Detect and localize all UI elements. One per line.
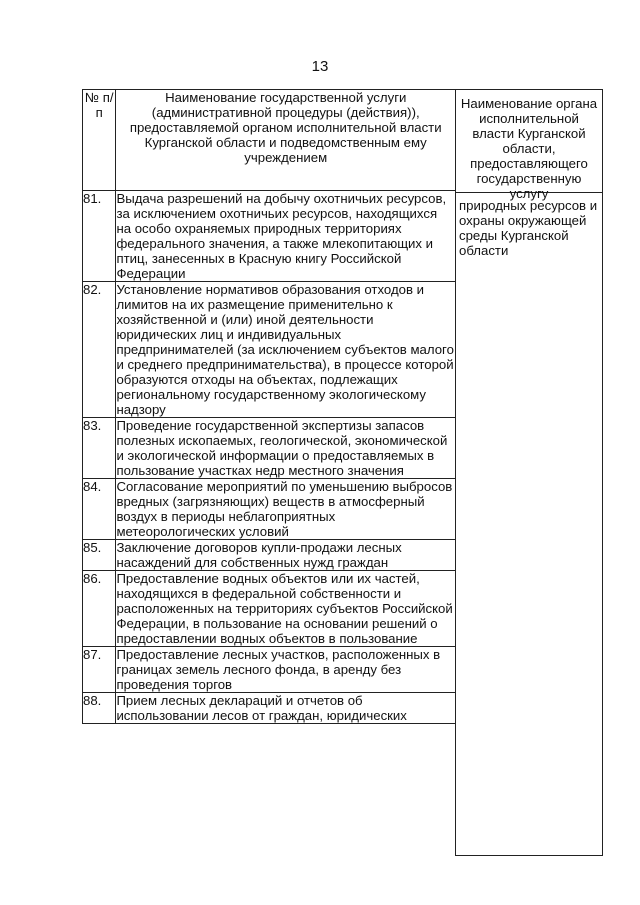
row-service-name: Заключение договоров купли-продажи лесных насаждений для собственных нужд граждан [116, 540, 456, 571]
agency-value: природных ресурсов и охраны окружающей среды Курганской области [459, 198, 598, 258]
row-number: 82. [83, 282, 116, 418]
row-number: 86. [83, 571, 116, 647]
table-row [83, 479, 456, 540]
agency-column [455, 89, 603, 856]
row-service-name: Установление нормативов образования отходов и лимитов на их размещение применительно к хозяйственной и (или) иной деятельности юридических лиц и индивидуальных предпринимателей (за исключением субъектов малого и среднего предпринимательства), в процессе которой образуются отходы на объектах, подлежащих региональному государственному экологическому надзору [116, 282, 454, 417]
row-service-name: Предоставление водных объектов или их частей, находящихся в федеральной собственности и расположенных на территориях субъектов Российской Федерации, в пользование на основании решений о предоставлении водных объектов в пользование [116, 571, 456, 647]
row-service-name: Выдача разрешений на добычу охотничьих ресурсов, за исключением охотничьих ресурсов, находящихся на особо охраняемых природных территориях федерального значения, а также млекопитающих и птиц, занесенных в Красную книгу Российской Федерации [116, 191, 456, 282]
header-agency-name: Наименование органа исполнительной власти Курганской области, предоставляющего государственную услугу [456, 90, 602, 193]
table-row [83, 191, 456, 282]
row-service-name: Прием лесных деклараций и отчетов об использовании лесов от граждан, юридических [116, 693, 456, 724]
row-number: 84. [83, 479, 116, 540]
page-number: 13 [311, 58, 329, 75]
services-table [82, 89, 456, 724]
header-number: № п/п [83, 90, 116, 191]
table-row [83, 693, 456, 724]
row-number: 85. [83, 540, 116, 571]
row-number: 81. [83, 191, 116, 282]
table-row [83, 418, 456, 479]
row-number: 88. [83, 693, 116, 724]
table-row [83, 540, 456, 571]
table-row [83, 647, 456, 693]
row-service-name: Согласование мероприятий по уменьшению выбросов вредных (загрязняющих) веществ в атмосферный воздух в периоды неблагоприятных метеорологических условий [116, 479, 456, 540]
table-row [83, 282, 456, 418]
row-service-name: Проведение государственной экспертизы запасов полезных ископаемых, геологической, экономической и экологической информации о предоставляемых в пользование участках недр местного значения [116, 418, 456, 479]
row-number: 83. [83, 418, 116, 479]
row-number: 87. [83, 647, 116, 693]
table-header-row [83, 90, 456, 191]
table-row [83, 571, 456, 647]
header-service-name: Наименование государственной услуги (административной процедуры (действия)), предоставляемой органом исполнительной власти Курганской области и подведомственным ему учреждением [116, 90, 456, 191]
row-service-name: Предоставление лесных участков, расположенных в границах земель лесного фонда, в аренду без проведения торгов [116, 647, 456, 693]
